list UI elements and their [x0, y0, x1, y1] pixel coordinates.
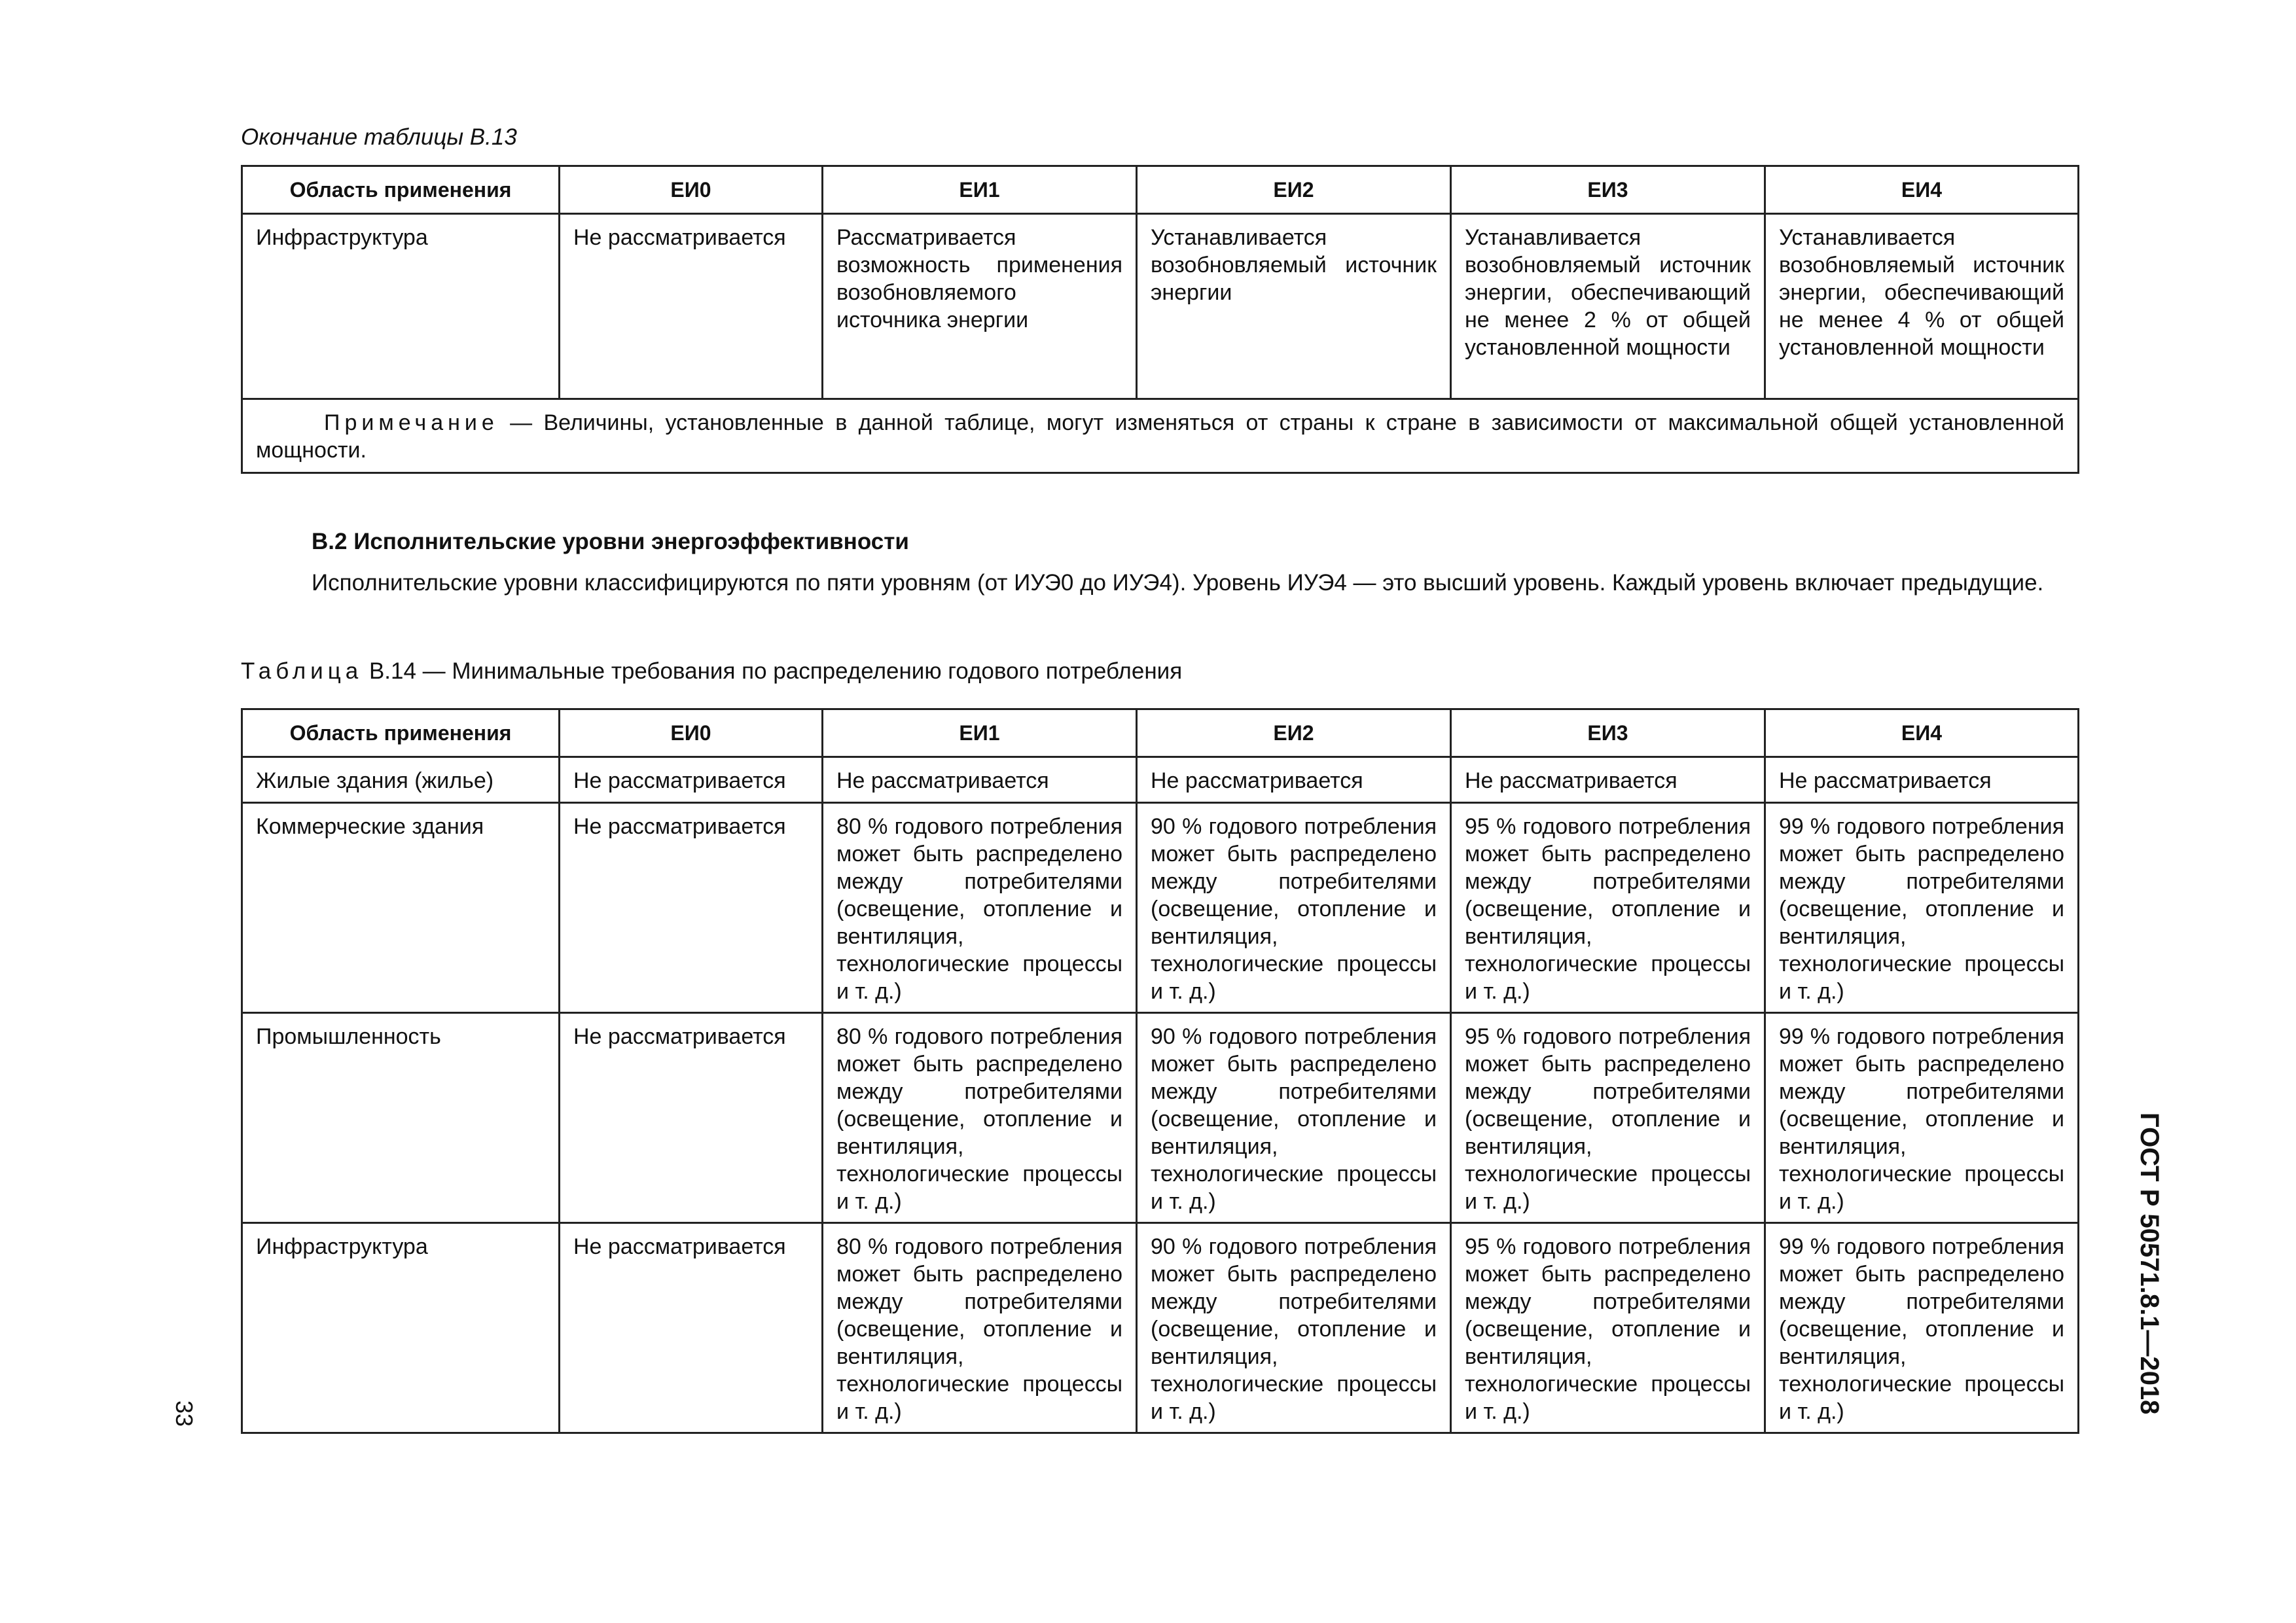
cell-ei1: 80 % годового потребления может быть распределено между потребителями (освещение, отопление и вентиляция, технологические процессы и т. д.) — [823, 803, 1137, 1013]
table-caption-label: Таблица — [241, 658, 363, 684]
page-number: 33 — [171, 1400, 198, 1427]
table-row — [242, 803, 2079, 1013]
section-paragraph: Исполнительские уровни классифицируются по пяти уровням (от ИУЭ0 до ИУЭ4). Уровень ИУЭ4 — это высший уровень. Каждый уровень включает предыдущие. — [312, 570, 2044, 596]
column-header-ei3: ЕИ3 — [1451, 166, 1765, 214]
table-row — [242, 214, 2079, 399]
cell-ei0: Не рассматривается — [560, 1013, 823, 1223]
column-header-ei4: ЕИ4 — [1765, 166, 2079, 214]
cell-ei3: Не рассматривается — [1451, 757, 1765, 803]
cell-ei0: Не рассматривается — [560, 803, 823, 1013]
cell-ei4: 99 % годового потребления может быть распределено между потребителями (освещение, отопление и вентиляция, технологические процессы и т. д.) — [1765, 1013, 2079, 1223]
cell-ei3: Устанавливается возобновляемый источник энергии, обеспечивающий не менее 2 % от общей установленной мощности — [1451, 214, 1765, 399]
cell-ei1: 80 % годового потребления может быть распределено между потребителями (освещение, отопление и вентиляция, технологические процессы и т. д.) — [823, 1223, 1137, 1433]
note-text: — Величины, установленные в данной таблице, могут изменяться от страны к стране в зависимости от максимальной общей установленной мощности. — [256, 410, 2064, 463]
table-row — [242, 1013, 2079, 1223]
cell-ei0: Не рассматривается — [560, 757, 823, 803]
cell-ei2: 90 % годового потребления может быть распределено между потребителями (освещение, отопление и вентиляция, технологические процессы и т. д.) — [1137, 803, 1451, 1013]
cell-ei3: 95 % годового потребления может быть распределено между потребителями (освещение, отопление и вентиляция, технологические процессы и т. д.) — [1451, 1223, 1765, 1433]
column-header-ei1: ЕИ1 — [823, 166, 1137, 214]
cell-area: Коммерческие здания — [242, 803, 560, 1013]
cell-area: Жилые здания (жилье) — [242, 757, 560, 803]
cell-ei2: Не рассматривается — [1137, 757, 1451, 803]
table-continuation-caption: Окончание таблицы В.13 — [241, 124, 517, 150]
cell-ei0: Не рассматривается — [560, 214, 823, 399]
cell-ei4: 99 % годового потребления может быть распределено между потребителями (освещение, отопление и вентиляция, технологические процессы и т. д.) — [1765, 803, 2079, 1013]
cell-area: Промышленность — [242, 1013, 560, 1223]
column-header-ei0: ЕИ0 — [560, 166, 823, 214]
cell-ei1: 80 % годового потребления может быть распределено между потребителями (освещение, отопление и вентиляция, технологические процессы и т. д.) — [823, 1013, 1137, 1223]
cell-ei3: 95 % годового потребления может быть распределено между потребителями (освещение, отопление и вентиляция, технологические процессы и т. д.) — [1451, 1013, 1765, 1223]
table-row — [242, 1223, 2079, 1433]
table-header-row — [242, 709, 2079, 757]
column-header-area: Область применения — [242, 166, 560, 214]
cell-ei2: 90 % годового потребления может быть распределено между потребителями (освещение, отопление и вентиляция, технологические процессы и т. д.) — [1137, 1223, 1451, 1433]
note-label: Примечание — [324, 410, 499, 435]
column-header-ei2: ЕИ2 — [1137, 166, 1451, 214]
column-header-ei1: ЕИ1 — [823, 709, 1137, 757]
column-header-ei4: ЕИ4 — [1765, 709, 2079, 757]
cell-ei4: Не рассматривается — [1765, 757, 2079, 803]
column-header-ei2: ЕИ2 — [1137, 709, 1451, 757]
section-heading: В.2 Исполнительские уровни энергоэффективности — [312, 529, 909, 554]
cell-ei2: 90 % годового потребления может быть распределено между потребителями (освещение, отопление и вентиляция, технологические процессы и т. д.) — [1137, 1013, 1451, 1223]
column-header-ei0: ЕИ0 — [560, 709, 823, 757]
document-code: ГОСТ Р 50571.8.1—2018 — [2135, 1113, 2164, 1415]
table-caption-text: В.14 — Минимальные требования по распределению годового потребления — [363, 658, 1183, 684]
cell-ei4: 99 % годового потребления может быть распределено между потребителями (освещение, отопление и вентиляция, технологические процессы и т. д.) — [1765, 1223, 2079, 1433]
table-b14-caption — [241, 658, 1182, 685]
cell-ei1: Рассматривается возможность применения возобновляемого источника энергии — [823, 214, 1137, 399]
table-row — [242, 757, 2079, 803]
column-header-ei3: ЕИ3 — [1451, 709, 1765, 757]
table-b13-end — [241, 165, 2079, 474]
table-b14 — [241, 708, 2079, 1434]
table-note-row — [242, 399, 2079, 473]
table-note — [242, 399, 2079, 473]
cell-area: Инфраструктура — [242, 214, 560, 399]
cell-ei1: Не рассматривается — [823, 757, 1137, 803]
cell-ei0: Не рассматривается — [560, 1223, 823, 1433]
cell-area: Инфраструктура — [242, 1223, 560, 1433]
column-header-area: Область применения — [242, 709, 560, 757]
table-header-row — [242, 166, 2079, 214]
cell-ei4: Устанавливается возобновляемый источник энергии, обеспечивающий не менее 4 % от общей установленной мощности — [1765, 214, 2079, 399]
cell-ei3: 95 % годового потребления может быть распределено между потребителями (освещение, отопление и вентиляция, технологические процессы и т. д.) — [1451, 803, 1765, 1013]
cell-ei2: Устанавливается возобновляемый источник энергии — [1137, 214, 1451, 399]
